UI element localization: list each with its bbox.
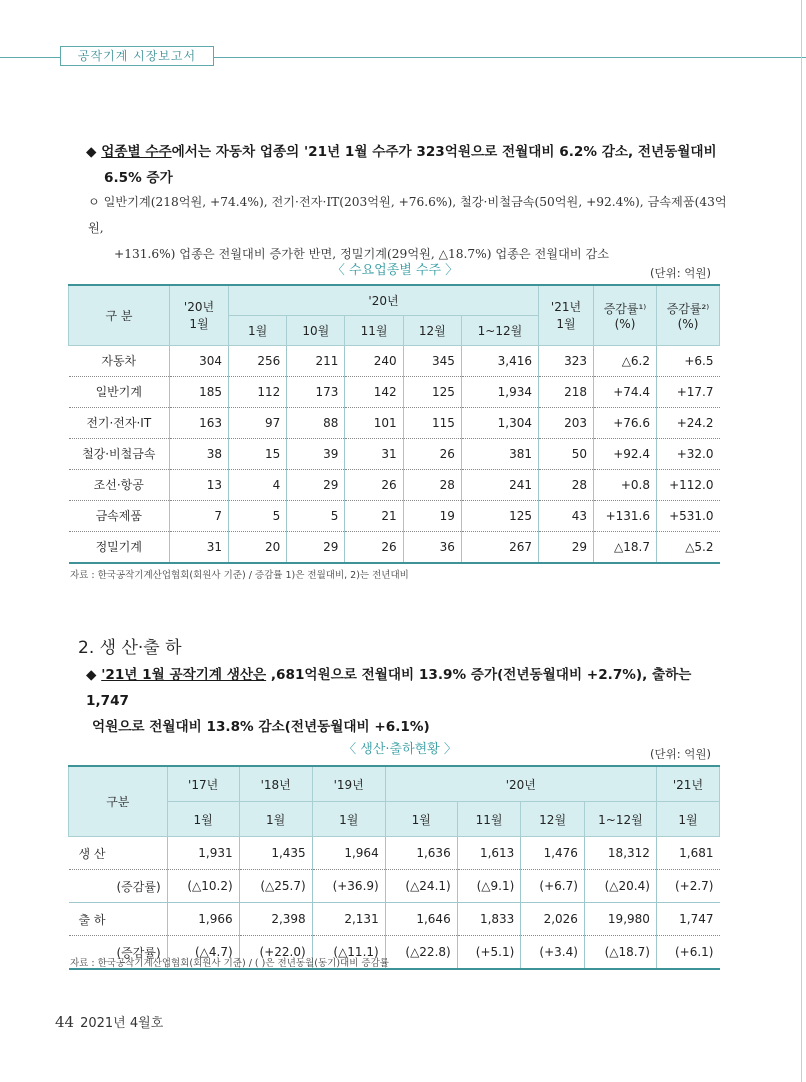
cell-value: 1,966 <box>167 903 239 936</box>
cell-value: 21 <box>345 500 403 531</box>
cell-value: 88 <box>287 407 345 438</box>
cell-value: (△24.1) <box>385 870 457 903</box>
cell-value: 241 <box>461 469 538 500</box>
row-label: 자동차 <box>69 345 170 376</box>
cell-value: 142 <box>345 376 403 407</box>
table-row <box>69 531 720 563</box>
th-month: 1~12월 <box>461 315 538 345</box>
page-number: 44 <box>55 1013 75 1031</box>
paragraph-orders <box>86 139 726 191</box>
cell-value: (+3.4) <box>521 936 585 970</box>
sub-bullet-orders <box>88 189 728 267</box>
th-rate-mom: 증감률¹⁾ (%) <box>594 285 657 345</box>
th-year: '21년 <box>656 766 719 802</box>
row-label: 철강·비철금속 <box>69 438 170 469</box>
bullet-diamond-icon: ◆ <box>86 144 97 160</box>
sub-bullet-line1: ㅇ 일반기계(218억원, +74.4%), 전기·전자·IT(203억원, +76.6%), 철강·비철금속(50억원, +92.4%), 금속제품(43억원, <box>88 195 727 235</box>
paragraph-production-line2: 억원으로 전월대비 13.8% 감소(전년동월대비 +6.1%) <box>92 719 430 735</box>
th-year: '20년 <box>385 766 656 802</box>
cell-value: 13 <box>170 469 229 500</box>
th-rate-yoy: 증감률²⁾ (%) <box>657 285 720 345</box>
cell-value: (+6.1) <box>656 936 719 970</box>
cell-value: 29 <box>287 531 345 563</box>
th-month: 11월 <box>345 315 403 345</box>
table1-unit: (단위: 억원) <box>650 266 711 280</box>
row-label: 출 하 <box>69 903 168 936</box>
cell-value: 28 <box>403 469 461 500</box>
cell-value: 39 <box>287 438 345 469</box>
th-month: 1~12월 <box>584 802 656 837</box>
header-label: 공작기계 시장보고서 <box>60 46 214 66</box>
cell-value: 29 <box>287 469 345 500</box>
cell-value: 26 <box>345 469 403 500</box>
cell-value: 163 <box>170 407 229 438</box>
cell-value: 2,026 <box>521 903 585 936</box>
page-footer <box>55 1012 163 1031</box>
cell-value: 19,980 <box>584 903 656 936</box>
cell-value: 1,435 <box>239 837 312 870</box>
cell-value: 36 <box>403 531 461 563</box>
th-year: '19년 <box>312 766 385 802</box>
cell-value: 15 <box>229 438 287 469</box>
cell-value: 5 <box>287 500 345 531</box>
cell-value: 2,131 <box>312 903 385 936</box>
cell-value: 125 <box>403 376 461 407</box>
cell-value: 26 <box>403 438 461 469</box>
cell-value: 115 <box>403 407 461 438</box>
cell-value: 1,934 <box>461 376 538 407</box>
table2-unit: (단위: 억원) <box>650 747 711 761</box>
table-row <box>69 837 720 870</box>
cell-value: +531.0 <box>657 500 720 531</box>
cell-value: (△10.2) <box>167 870 239 903</box>
cell-value: (△25.7) <box>239 870 312 903</box>
cell-value: +92.4 <box>594 438 657 469</box>
underlined-topic: 업종별 수주 <box>101 144 172 160</box>
cell-value: 211 <box>287 345 345 376</box>
cell-value: +24.2 <box>657 407 720 438</box>
cell-value: 1,747 <box>656 903 719 936</box>
cell-value: 29 <box>539 531 594 563</box>
cell-value: 323 <box>539 345 594 376</box>
cell-value: 304 <box>170 345 229 376</box>
cell-value: (+22.0) <box>239 936 312 970</box>
section-title: 2. 생 산·출 하 <box>78 638 182 658</box>
cell-value: (+36.9) <box>312 870 385 903</box>
th-month: 1월 <box>312 802 385 837</box>
cell-value: 1,964 <box>312 837 385 870</box>
cell-value: 20 <box>229 531 287 563</box>
row-label: (증감률) <box>69 870 168 903</box>
cell-value: +76.6 <box>594 407 657 438</box>
cell-value: 7 <box>170 500 229 531</box>
cell-value: +32.0 <box>657 438 720 469</box>
underlined-topic: '21년 1월 공작기계 생산은 <box>101 667 267 683</box>
cell-value: (△4.7) <box>167 936 239 970</box>
cell-value: 97 <box>229 407 287 438</box>
cell-value: 267 <box>461 531 538 563</box>
th-month: 12월 <box>403 315 461 345</box>
cell-value: (+5.1) <box>457 936 521 970</box>
table-row <box>69 870 720 903</box>
cell-value: 1,646 <box>385 903 457 936</box>
table-row <box>69 469 720 500</box>
paragraph-production-line1 <box>86 662 726 714</box>
table1-title: 〈 수요업종별 수주 〉 <box>331 263 459 278</box>
th-category: 구분 <box>69 766 168 837</box>
cell-value: 4 <box>229 469 287 500</box>
th-month: 1월 <box>167 802 239 837</box>
cell-value: 31 <box>170 531 229 563</box>
cell-value: 185 <box>170 376 229 407</box>
row-label: 정밀기계 <box>69 531 170 563</box>
th-month: 1월 <box>385 802 457 837</box>
cell-value: +0.8 <box>594 469 657 500</box>
cell-value: 43 <box>539 500 594 531</box>
cell-value: 38 <box>170 438 229 469</box>
row-label: 일반기계 <box>69 376 170 407</box>
cell-value: 112 <box>229 376 287 407</box>
th-category: 구 분 <box>69 285 170 345</box>
cell-value: 173 <box>287 376 345 407</box>
th-20: '20년 <box>229 285 539 315</box>
cell-value: △6.2 <box>594 345 657 376</box>
cell-value: 26 <box>345 531 403 563</box>
cell-value: 240 <box>345 345 403 376</box>
th-21-jan: '21년 1월 <box>539 285 594 345</box>
th-month: 1월 <box>239 802 312 837</box>
cell-value: (+2.7) <box>656 870 719 903</box>
th-month: 11월 <box>457 802 521 837</box>
paragraph-orders-line1 <box>86 139 726 165</box>
cell-value: 3,416 <box>461 345 538 376</box>
row-label: 전기·전자·IT <box>69 407 170 438</box>
cell-value: (△22.8) <box>385 936 457 970</box>
cell-value: (△20.4) <box>584 870 656 903</box>
cell-value: 18,312 <box>584 837 656 870</box>
cell-value: +112.0 <box>657 469 720 500</box>
cell-value: +17.7 <box>657 376 720 407</box>
sub-bullet-line2: +131.6%) 업종은 전월대비 증가한 반면, 정밀기계(29억원, △18.7%) 업종은 전월대비 감소 <box>114 247 610 261</box>
paragraph-orders-line2: 6.5% 증가 <box>104 170 173 186</box>
th-year: '18년 <box>239 766 312 802</box>
cell-value: +6.5 <box>657 345 720 376</box>
orders-by-industry-table <box>68 284 720 564</box>
cell-value: 5 <box>229 500 287 531</box>
cell-value: 381 <box>461 438 538 469</box>
cell-value: (+6.7) <box>521 870 585 903</box>
bullet-diamond-icon: ◆ <box>86 667 97 683</box>
paragraph-orders-text: 에서는 자동차 업종의 '21년 1월 수주가 323억원으로 전월대비 6.2% 감소, 전년동월대비 <box>171 144 717 160</box>
paragraph-production <box>86 662 726 740</box>
cell-value: 1,681 <box>656 837 719 870</box>
cell-value: 1,304 <box>461 407 538 438</box>
table-row <box>69 500 720 531</box>
cell-value: 28 <box>539 469 594 500</box>
cell-value: 2,398 <box>239 903 312 936</box>
cell-value: 345 <box>403 345 461 376</box>
cell-value: 203 <box>539 407 594 438</box>
cell-value: (△9.1) <box>457 870 521 903</box>
table-row <box>69 407 720 438</box>
th-month: 1월 <box>229 315 287 345</box>
table2-title: 〈 생산·출하현황 〉 <box>343 742 457 757</box>
production-shipment-table <box>68 765 720 970</box>
cell-value: 125 <box>461 500 538 531</box>
th-year: '17년 <box>167 766 239 802</box>
th-20-jan: '20년 1월 <box>170 285 229 345</box>
cell-value: 1,833 <box>457 903 521 936</box>
cell-value: 31 <box>345 438 403 469</box>
cell-value: (△11.1) <box>312 936 385 970</box>
table-row <box>69 376 720 407</box>
issue-label: 2021년 4월호 <box>80 1016 164 1031</box>
cell-value: △18.7 <box>594 531 657 563</box>
th-month: 12월 <box>521 802 585 837</box>
cell-value: 1,476 <box>521 837 585 870</box>
cell-value: +131.6 <box>594 500 657 531</box>
page-edge <box>801 0 806 1082</box>
cell-value: 256 <box>229 345 287 376</box>
table-row <box>69 438 720 469</box>
table2-source: 자료 : 한국공작기계산업협회(회원사 기준) / ( )은 전년동월(동기)대비 증감률 <box>70 958 389 969</box>
table-row <box>69 345 720 376</box>
th-month: 1월 <box>656 802 719 837</box>
row-label: 조선·항공 <box>69 469 170 500</box>
cell-value: 1,931 <box>167 837 239 870</box>
cell-value: 101 <box>345 407 403 438</box>
cell-value: 218 <box>539 376 594 407</box>
cell-value: 1,613 <box>457 837 521 870</box>
table-row <box>69 903 720 936</box>
th-month: 10월 <box>287 315 345 345</box>
row-label: 금속제품 <box>69 500 170 531</box>
cell-value: △5.2 <box>657 531 720 563</box>
cell-value: (△18.7) <box>584 936 656 970</box>
row-label: (증감률) <box>69 936 168 970</box>
cell-value: 50 <box>539 438 594 469</box>
row-label: 생 산 <box>69 837 168 870</box>
cell-value: +74.4 <box>594 376 657 407</box>
cell-value: 19 <box>403 500 461 531</box>
paragraph-production-text: ,681억원으로 전월대비 13.9% 증가(전년동월대비 +2.7%), 출하는 1,747 <box>86 667 692 709</box>
cell-value: 1,636 <box>385 837 457 870</box>
table1-source: 자료 : 한국공작기계산업협회(회원사 기준) / 증감률 1)은 전월대비, 2)는 전년대비 <box>70 570 409 581</box>
